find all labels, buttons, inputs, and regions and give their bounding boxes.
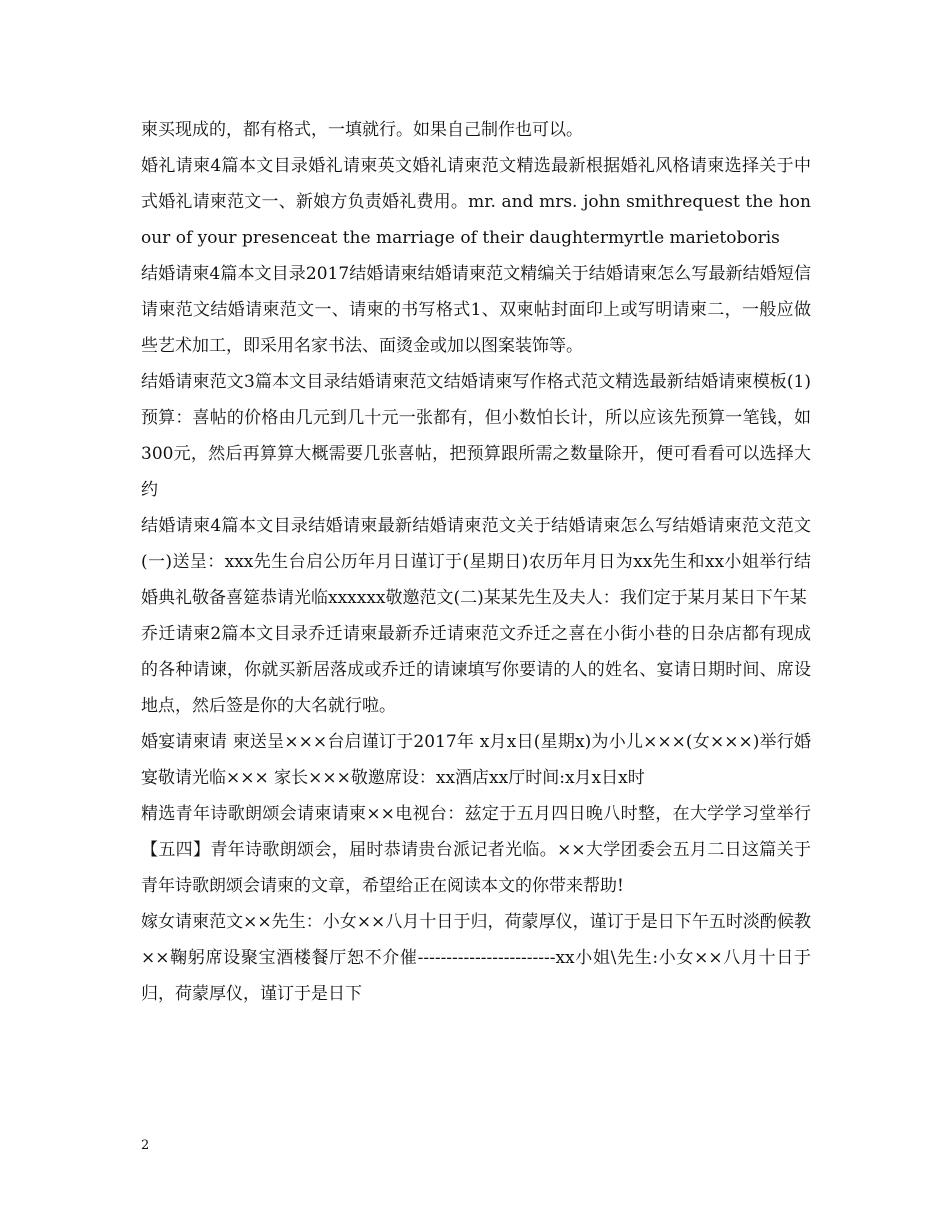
paragraph-banquet-invitation: 婚宴请柬请 柬送呈×××台启谨订于2017年 x月x日(星期x)为小儿×××(女×××)举行婚宴敬请光临××× 家长×××敬邀席设：xx酒店xx厅时间:x月x日x时	[141, 732, 811, 788]
document-body	[141, 112, 811, 1012]
paragraph-poetry-recital-invitation: 精选青年诗歌朗颂会请柬请柬××电视台：兹定于五月四日晚八时整，在大学学习堂举行【五四】青年诗歌朗颂会，届时恭请贵台派记者光临。××大学团委会五月二日这篇关于青年诗歌朗颂会请柬的文章，希望给正在阅读本文的你带来帮助!	[141, 804, 811, 896]
paragraph-housewarming-invitation: 乔迁请柬2篇本文目录乔迁请柬最新乔迁请柬范文乔迁之喜在小街小巷的日杂店都有现成的各种请谏，你就买新居落成或乔迁的请谏填写你要请的人的姓名、宴请日期时间、席设地点，然后签是你的大名就行啦。	[141, 624, 811, 716]
paragraph-marriage-invitation-format: 结婚请柬4篇本文目录2017结婚请柬结婚请柬范文精编关于结婚请柬怎么写最新结婚短信请柬范文结婚请柬范文一、请柬的书写格式1、双柬帖封面印上或写明请柬二，一般应做些艺术加工，即采用名家书法、面烫金或加以图案装饰等。	[141, 264, 811, 356]
page-number: 2	[141, 1138, 150, 1153]
paragraph-invitation-purchase: 柬买现成的，都有格式，一填就行。如果自己制作也可以。	[141, 120, 583, 140]
paragraph-daughter-wedding-invitation: 嫁女请柬范文××先生：小女××八月十日于归，荷蒙厚仪，谨订于是日下午五时淡酌候教××鞠躬席设聚宝酒楼餐厅恕不介催------------------------xx小姐\先生:小女××八月十日于归，荷蒙厚仪，谨订于是日下	[141, 912, 811, 1004]
paragraph-wedding-invitation: 婚礼请柬4篇本文目录婚礼请柬英文婚礼请柬范文精选最新根据婚礼风格请柬选择关于中式婚礼请柬范文一、新娘方负责婚礼费用。mr. and mrs. john smithrequest the honour of your presenceat the marriage of their daughtermyrtle marietoboris	[141, 156, 811, 248]
paragraph-marriage-invitation-samples: 结婚请柬4篇本文目录结婚请柬最新结婚请柬范文关于结婚请柬怎么写结婚请柬范文范文(一)送呈：xxx先生台启公历年月日谨订于(星期日)农历年月日为xx先生和xx小姐举行结婚典礼敬备喜筵恭请光临xxxxxx敬邀范文(二)某某先生及夫人：我们定于某月某日下午某	[141, 516, 811, 608]
paragraph-marriage-invitation-budget: 结婚请柬范文3篇本文目录结婚请柬范文结婚请柬写作格式范文精选最新结婚请柬模板(1) 预算：喜帖的价格由几元到几十元一张都有，但小数怕长计，所以应该先预算一笔钱，如300元，然后再算算大概需要几张喜帖，把预算跟所需之数量除开，便可看看可以选择大约	[141, 372, 811, 500]
